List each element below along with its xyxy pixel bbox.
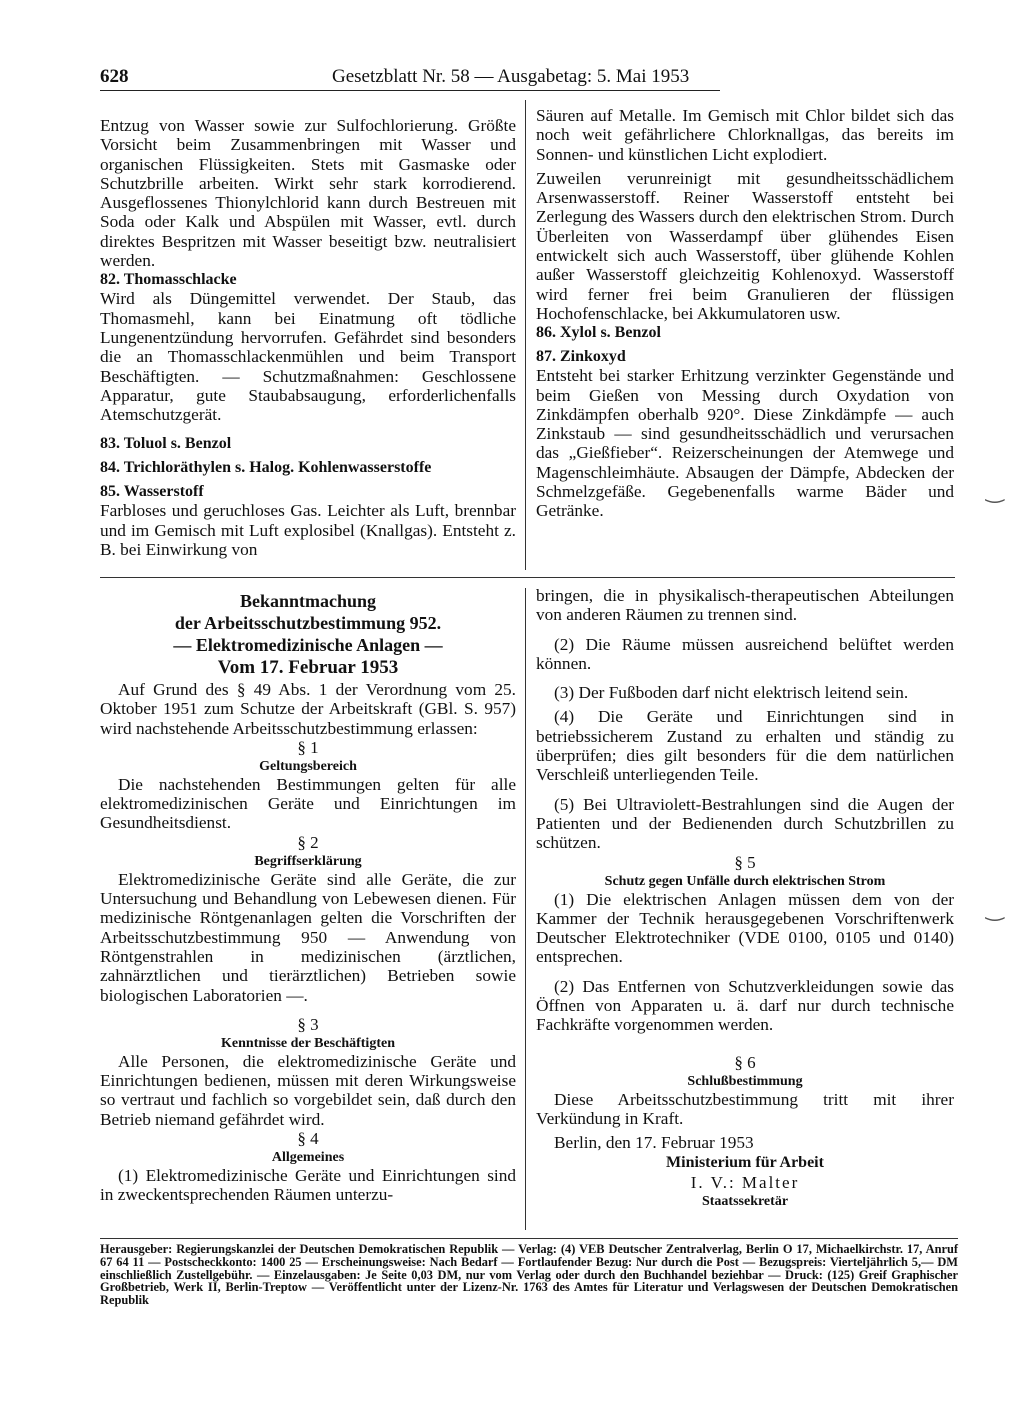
gazette-title: Gesetzblatt Nr. 58 — Ausgabetag: 5. Mai 1953 bbox=[332, 66, 690, 87]
column-divider-bottom bbox=[525, 588, 526, 1230]
entry-83-title: 83. Toluol s. Benzol bbox=[100, 435, 232, 453]
section-1-heading: Geltungsbereich bbox=[259, 758, 357, 774]
section-5-para-1: (1) Die elektrischen Anlagen müssen dem von der Kammer der Technik herausgegebenen Vorschriftenwerk Deutscher Elektrotechniker (VDE 0100, 0105 und 0140) entsprechen. bbox=[536, 889, 954, 967]
notice-right-column bbox=[536, 586, 954, 1211]
section-3-number: § 3 bbox=[297, 1014, 319, 1034]
section-1-number: § 1 bbox=[297, 737, 319, 757]
page-header bbox=[100, 66, 720, 91]
column-divider-top bbox=[525, 100, 526, 570]
section-6-number: § 6 bbox=[734, 1052, 756, 1072]
entry-85-title: 85. Wasserstoff bbox=[100, 483, 204, 501]
section-2-text: Elektromedizinische Geräte sind alle Geräte, die zur Untersuchung und Behandlung von Lebewesen dienen. Für medizinische Röntgenanlagen gelten die Vorschriften der Arbeitsschutzbestimmung 950 — Anwendung von Röntgenstrahlen in medizinischen (ärztlichen, zahnärztlichen und tierärztlichen) Betrieben sowie biologischen Laboratorien —. bbox=[100, 869, 516, 1005]
place-and-date: Berlin, den 17. Februar 1953 bbox=[554, 1133, 754, 1153]
section-4-para-4: (4) Die Geräte und Einrichtungen sind in betriebssicherem Zustand zu erhalten und ständig zu überprüfen; dies gilt besonders für die dem natürlichen Verschleiß unterliegenden Teile. bbox=[536, 707, 954, 785]
section-5-heading: Schutz gegen Unfälle durch elektrischen Strom bbox=[604, 873, 886, 889]
section-2-heading: Begriffserklärung bbox=[254, 853, 362, 869]
section-4-para-3: (3) Der Fußboden darf nicht elektrisch leitend sein. bbox=[554, 683, 909, 703]
section-5-para-2: (2) Das Entfernen von Schutzverkleidungen sowie das Öffnen von Apparaten u. ä. darf nur durch technische Fachkräfte vorgenommen werden. bbox=[536, 976, 954, 1035]
section-1-text: Die nachstehenden Bestimmungen gelten für alle elektromedizinischen Geräte und Einrichtungen im Gesundheitsdienst. bbox=[100, 774, 516, 833]
notice-date: Vom 17. Februar 1953 bbox=[217, 657, 399, 678]
entry-87-title: 87. Zinkoxyd bbox=[536, 348, 626, 366]
signer-name: I. V.: Malter bbox=[690, 1172, 800, 1192]
section-6-text: Diese Arbeitsschutzbestimmung tritt mit ihrer Verkündung in Kraft. bbox=[536, 1089, 954, 1128]
section-4-para-1-start: (1) Elektromedizinische Geräte und Einrichtungen sind in zweckentsprechenden Räumen unterzu- bbox=[100, 1166, 516, 1205]
left-top-column bbox=[100, 116, 516, 559]
margin-mark-icon: ‿ bbox=[986, 896, 1004, 921]
entry-86-title: 86. Xylol s. Benzol bbox=[536, 324, 661, 342]
section-4-para-2: (2) Die Räume müssen ausreichend belüftet werden können. bbox=[536, 634, 954, 673]
signer-role: Staatssekretär bbox=[701, 1193, 789, 1209]
entry-84-title: 84. Trichloräthylen s. Halog. Kohlenwasserstoffe bbox=[100, 459, 432, 477]
entry-82-text: Wird als Düngemittel verwendet. Der Staub, das Thomasmehl, kann bei Einatmung oft tödliche Lungenentzündung hervorrufen. Gefährdet sind besonders die an Thomasschlackenmühlen und beim Transport Beschäftigten. — Schutzmaßnahmen: Geschlossene Apparatur, gute Staubabsaugung, erforderlichenfalls Atemschutzgerät. bbox=[100, 289, 516, 425]
section-3-text: Alle Personen, die elektromedizinische Geräte und Einrichtungen bedienen, müssen mit deren Wirkungsweise so vertraut und fachlich so vorgebildet sein, daß durch den Betrieb niemand gefährdet wird. bbox=[100, 1051, 516, 1129]
section-6-heading: Schlußbestimmung bbox=[687, 1073, 803, 1089]
entry-85-text: Farbloses und geruchloses Gas. Leichter als Luft, brennbar und im Gemisch mit Luft explosibel (Knallgas). Entsteht z. B. bei Einwirkung von bbox=[100, 501, 516, 560]
notice-title-2: der Arbeitsschutzbestimmung 952. bbox=[174, 613, 442, 633]
section-4-number: § 4 bbox=[297, 1129, 319, 1149]
continued-entry-text: Entzug von Wasser sowie zur Sulfochlorierung. Größte Vorsicht beim Zusammenbringen mit Wasser und organischen Flüssigkeiten. Stets mit Gasmaske oder Schutzbrille arbeiten. Wirkt sehr stark korrodierend. Ausgeflossenes Thionylchlorid kann durch Bestreuen mit Soda oder Kalk und Abspülen mit Wasser, evtl. durch direktes Bespritzen mit Wasser beseitigt bzw. neutralisiert werden. bbox=[100, 116, 516, 271]
footer-divider bbox=[100, 1238, 958, 1239]
imprint-footer: Herausgeber: Regierungskanzlei der Deutschen Demokratischen Republik — Verlag: (4) VEB Deutscher Zentralverlag, Berlin O 17, Michaelkirchstr. 17, Anruf 67 64 11 — Postscheckkonto: 1400 25 — Erscheinungsweise: Nach Bedarf — Fortlaufender Bezug: Nur durch die Post — Bezugspreis: Vierteljährlich 5,— DM einschließlich Zustellgebühr. — Einzelausgaben: Je Seite 0,03 DM, nur vom Verlag oder durch den Buchhandel beziehbar — Druck: (125) Greif Graphischer Großbetrieb, Werk II, Berlin-Treptow — Veröffentlicht unter der Lizenz-Nr. 1763 des Amtes für Literatur und Verlagswesen der Deutschen Demokratischen Republik bbox=[100, 1242, 958, 1308]
notice-left-column bbox=[100, 590, 516, 1205]
entry-82-title: 82. Thomasschlacke bbox=[100, 271, 237, 289]
right-top-column bbox=[536, 106, 954, 521]
section-2-number: § 2 bbox=[297, 832, 319, 852]
notice-title-3: — Elektromedizinische Anlagen — bbox=[173, 635, 443, 655]
section-4-para-1-cont: bringen, die in physikalisch-therapeutischen Abteilungen von anderen Räumen zu trennen sind. bbox=[536, 586, 954, 625]
page-number: 628 bbox=[100, 66, 129, 87]
section-3-heading: Kenntnisse der Beschäftigten bbox=[221, 1035, 395, 1051]
section-4-heading: Allgemeines bbox=[271, 1150, 345, 1166]
notice-title-1: Bekanntmachung bbox=[239, 591, 377, 611]
section-divider bbox=[100, 577, 955, 578]
ministry-name: Ministerium für Arbeit bbox=[666, 1153, 824, 1171]
signature-block bbox=[536, 1153, 954, 1211]
section-4-para-5: (5) Bei Ultraviolett-Bestrahlungen sind die Augen der Patienten und der Bedienenden durch Schutzbrillen zu schützen. bbox=[536, 794, 954, 853]
margin-mark-icon: ‿ bbox=[986, 478, 1004, 503]
entry-85-continued-2: Zuweilen verunreinigt mit gesundheitsschädlichem Arsenwasserstoff. Reiner Wasserstoff entsteht bei Zerlegung des Wassers durch den elektrischen Strom. Durch Überleiten von Wasserdampf über glühendes Eisen entwickelt sich auch Wasserstoff, über glühende Kohlen außer Wasserstoff gleichzeitig Kohlenoxyd. Wasserstoff wird ferner frei beim Granulieren der flüssigen Hochofenschlacke, bei Akkumulatoren usw. bbox=[536, 168, 954, 323]
section-5-number: § 5 bbox=[734, 852, 756, 872]
notice-preamble: Auf Grund des § 49 Abs. 1 der Verordnung vom 25. Oktober 1951 zum Schutze der Arbeitskraft (GBl. S. 957) wird nachstehende Arbeitsschutzbestimmung erlassen: bbox=[100, 680, 516, 738]
entry-87-text: Entsteht bei starker Erhitzung verzinkter Gegenstände und beim Gießen von Messing durch Oxydation von Zinkdämpfen oberhalb 920°. Diese Zinkdämpfe — auch Zinkstaub — sind gesundheitsschädlich und verursachen das „Gießfieber“. Reizerscheinungen der Atemwege und Magenschleimhäute. Absaugen der Dämpfe, Abdecken der Schmelzgefäße. Gegebenenfalls warme Bäder und Getränke. bbox=[536, 366, 954, 521]
entry-85-continued: Säuren auf Metalle. Im Gemisch mit Chlor bildet sich das noch weit gefährlichere Chlorknallgas, das bereits im Sonnen- und künstlichen Licht explodiert. bbox=[536, 106, 954, 164]
